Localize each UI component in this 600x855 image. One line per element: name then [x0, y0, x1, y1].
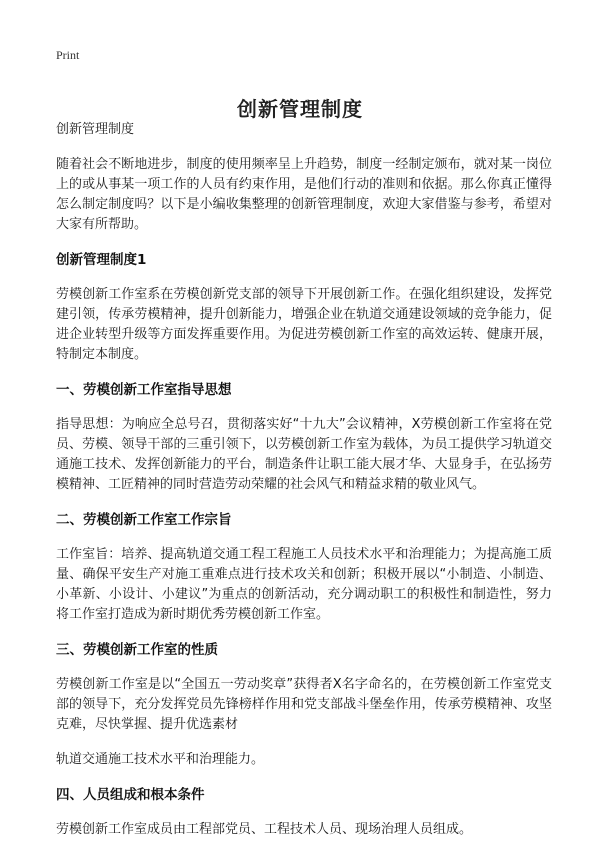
- paragraph-guiding-ideology: 指导思想：为响应全总号召，贯彻落实好“十九大”会议精神，X劳模创新工作室将在党员、劳模、领导干部的三重引领下，以劳模创新工作室为载体，为员工提供学习轨道交通施工技术、发挥创新能力的平台，制造条件让职工能大展才华、大显身手，在弘扬劳模精神、工匠精神的同时营造劳动荣耀的社会风气和精益求精的敬业风气。: [56, 417, 552, 492]
- heading-guiding-ideology: 一、劳模创新工作室指导思想: [56, 382, 232, 398]
- heading-personnel: 四、人员组成和根本条件: [56, 787, 205, 803]
- overview-paragraph: 劳模创新工作室系在劳模创新党支部的领导下开展创新工作。在强化组织建设，发挥党建引领，传承劳模精神，提升创新能力，增强企业在轨道交通建设领域的竞争能力，促进企业转型升级等方面发挥重要作用。为促进劳模创新工作室的高效运转、健康开展，特制定本制度。: [56, 287, 552, 362]
- document-subtitle: 创新管理制度: [56, 122, 135, 137]
- document-body: [56, 120, 552, 855]
- heading-nature: 三、劳模创新工作室的性质: [56, 642, 218, 658]
- intro-paragraph: 随着社会不断地进步，制度的使用频率呈上升趋势，制度一经制定颁布，就对某一岗位上的或从事某一项工作的人员有约束作用，是他们行动的准则和依据。那么你真正懂得怎么制定制度吗？以下是小编收集整理的创新管理制度，欢迎大家借鉴与参考，希望对大家有所帮助。: [56, 157, 552, 232]
- paragraph-work-purpose: 工作室旨：培养、提高轨道交通工程工程施工人员技术水平和治理能力；为提高施工质量、确保平安生产对施工重难点进行技术攻关和创新；积极开展以“小制造、小制造、小革新、小设计、小建议”为重点的创新活动，充分调动职工的积极性和制造性，努力将工作室打造成为新时期优秀劳模创新工作室。: [56, 547, 552, 622]
- print-label: Print: [56, 48, 80, 62]
- paragraph-personnel: 劳模创新工作室成员由工程部党员、工程技术人员、现场治理人员组成。: [56, 822, 473, 837]
- paragraph-nature: 劳模创新工作室是以“全国五一劳动奖章”获得者X名字命名的，在劳模创新工作室党支部的领导下，充分发挥党员先锋榜样作用和党支部战斗堡垒作用，传承劳模精神、攻坚克难，尽快掌握、提升优选素材: [56, 677, 552, 732]
- heading-work-purpose: 二、劳模创新工作室工作宗旨: [56, 512, 232, 528]
- document-title: 创新管理制度: [237, 97, 363, 122]
- paragraph-nature-continued: 轨道交通施工技术水平和治理能力。: [56, 752, 265, 767]
- section-main-title: 创新管理制度1: [56, 252, 147, 268]
